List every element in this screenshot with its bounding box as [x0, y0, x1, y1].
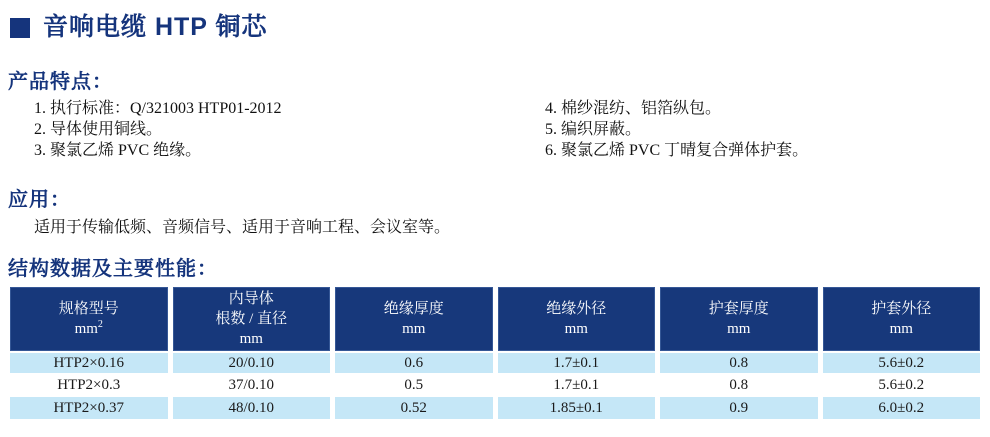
feature-item: 6. 聚氯乙烯 PVC 丁晴复合弹体护套。: [545, 142, 809, 159]
feature-item: 5. 编织屏蔽。: [545, 121, 642, 138]
feature-item: 2. 导体使用铜线。: [34, 121, 163, 138]
application-text: 适用于传输低频、音频信号、适用于音响工程、会议室等。: [34, 219, 451, 236]
table-cell: 0.8: [660, 353, 818, 373]
features-list-right: [545, 98, 808, 161]
features-heading: 产品特点：: [8, 71, 113, 93]
col-header-sheath-thickness: 护套厚度 mm: [660, 287, 818, 351]
page-title-row: [10, 15, 267, 40]
application-heading: 应用：: [8, 189, 71, 211]
spec-table: [10, 287, 980, 419]
table-cell: HTP2×0.16: [10, 353, 168, 373]
spec-table-heading: 结构数据及主要性能：: [8, 258, 218, 280]
table-cell: 5.6±0.2: [823, 353, 981, 373]
feature-item: 4. 棉纱混纺、铝箔纵包。: [545, 100, 722, 117]
features-list-left: [34, 98, 282, 161]
col-header-spec-model: 规格型号 $mm^2$: [10, 287, 168, 351]
table-cell: 1.7±0.1: [498, 375, 656, 395]
table-cell: 0.52: [335, 397, 493, 419]
table-cell: 0.5: [335, 375, 493, 395]
feature-item: 1. 执行标准：Q/321003 HTP01-2012: [34, 100, 282, 117]
title-square-bullet-icon: [10, 18, 30, 38]
col-header-inner-conductor: 内导体 根数 / 直径 mm: [173, 287, 331, 351]
table-cell: 1.85±0.1: [498, 397, 656, 419]
col-header-insulation-od: 绝缘外径 mm: [498, 287, 656, 351]
table-cell: 0.6: [335, 353, 493, 373]
table-cell: 37/0.10: [173, 375, 331, 395]
table-cell: HTP2×0.3: [10, 375, 168, 395]
page-title: 音响电缆 HTP 铜芯: [43, 13, 268, 41]
col-header-insulation-thickness: 绝缘厚度 mm: [335, 287, 493, 351]
table-cell: HTP2×0.37: [10, 397, 168, 419]
table-cell: 5.6±0.2: [823, 375, 981, 395]
feature-item: 3. 聚氯乙烯 PVC 绝缘。: [34, 142, 202, 159]
table-cell: 20/0.10: [173, 353, 331, 373]
table-cell: 48/0.10: [173, 397, 331, 419]
table-cell: 0.8: [660, 375, 818, 395]
table-cell: 0.9: [660, 397, 818, 419]
table-cell: 6.0±0.2: [823, 397, 981, 419]
col-header-sheath-od: 护套外径 mm: [823, 287, 981, 351]
table-cell: 1.7±0.1: [498, 353, 656, 373]
